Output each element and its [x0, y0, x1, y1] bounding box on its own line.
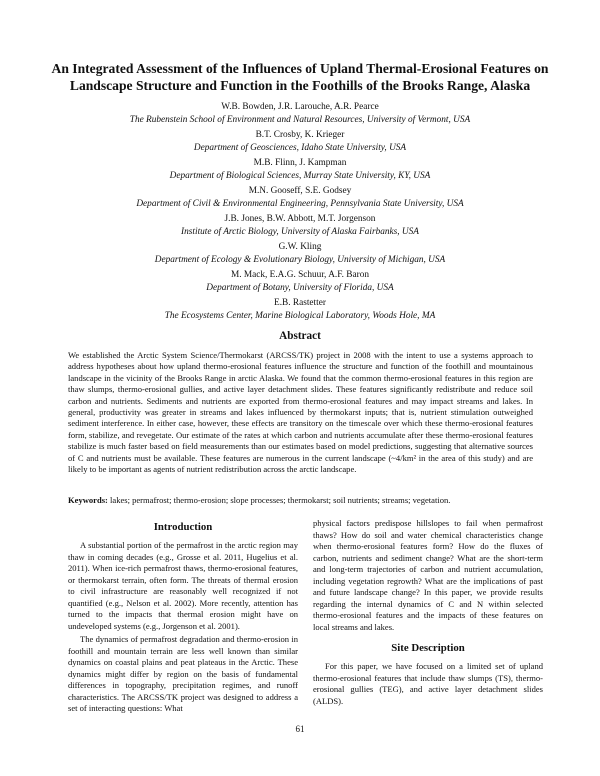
author-block — [60, 129, 540, 154]
site-description-paragraph: For this paper, we have focused on a limited set of upland thermo-erosional features that include thaw slumps (TS), thermo-erosional gullies (TEG), and active layer detachment slides (ALDS). — [313, 661, 543, 706]
abstract-heading: Abstract — [279, 330, 321, 342]
author-affiliation: The Ecosystems Center, Marine Biological Laboratory, Woods Hole, MA — [164, 310, 436, 321]
author-names: W.B. Bowden, J.R. Larouche, A.R. Pearce — [221, 102, 379, 112]
keywords-text: lakes; permafrost; thermo-erosion; slope processes; thermokarst; soil nutrients; streams; vegetation. — [107, 495, 451, 505]
introduction-continuation: physical factors predispose hillslopes to fail when permafrost thaws? How do soil and water chemical characteristics change when thermo-erosional features form? How do the fluxes of carbon, nutrients and sediment change? What are the short-term and long-term trajectories of carbon and nutrient accumulation, including vegetation regrowth? What are the implications of past and future landscape change? In this paper, we provide results regarding the internal dynamics of C and N within selected thermo-erosional features and the impacts of these features on local streams and lakes. — [313, 518, 543, 632]
title-line: An Integrated Assessment of the Influences of Upland Thermal-Erosional Features on — [51, 61, 549, 76]
author-names: M.N. Gooseff, S.E. Godsey — [248, 186, 352, 196]
title-line: Landscape Structure and Function in the Foothills of the Brooks Range, Alaska — [69, 78, 531, 93]
paper-title — [40, 60, 560, 94]
right-column — [313, 518, 543, 709]
author-affiliation: Department of Geosciences, Idaho State University, USA — [193, 142, 407, 153]
author-block — [60, 241, 540, 266]
author-block — [60, 157, 540, 182]
author-block — [60, 101, 540, 126]
author-affiliation: Department of Botany, University of Florida, USA — [206, 282, 394, 293]
abstract-text: We established the Arctic System Science/Thermokarst (ARCSS/TK) project in 2008 with the intent to use a systems approach to address hypotheses about how upland thermo-erosional features influence the structure and function of the foothill and mountainous landscape in the vicinity of the Brooks Range in arctic Alaska. We found that the common thermo-erosional features in this region are thaw slumps, thermo-erosional gullies, and active layer detachment slides. These features significantly redistribute and reduce soil carbon and nutrients. Sediments and nutrients are exported from thermo-erosional features and may impact streams and lakes. In general, productivity was greater in streams and lakes influenced by thermokarst inputs; that is, nutrient stimulation outweighed sediment interference. In either case, however, these effects are transitory on the timescale over which these thermo-erosional features form, stabilize, and revegetate. Our estimate of the rates at which carbon and nutrients accumulate after these thermo-erosional features stabilize is much faster based on field measurements than our estimates based on model predictions, suggesting that alternative sources of C and nutrients must be available. These features are numerous in the current landscape (~4/km² in the area of this study) and are likely to be important as agents of nutrient redistribution across the arctic landscape. — [68, 350, 533, 475]
keywords — [68, 495, 533, 506]
author-names: J.B. Jones, B.W. Abbott, M.T. Jorgenson — [224, 214, 376, 224]
author-affiliation: The Rubenstein School of Environment and Natural Resources, University of Vermont, USA — [129, 114, 471, 125]
introduction-heading: Introduction — [153, 521, 213, 533]
left-column — [68, 520, 298, 717]
author-names: M. Mack, E.A.G. Schuur, A.F. Baron — [230, 270, 370, 280]
author-names: G.W. Kling — [278, 242, 322, 252]
author-names: M.B. Flinn, J. Kampman — [253, 158, 347, 168]
introduction-paragraph: A substantial portion of the permafrost in the arctic region may thaw in coming decades (e.g., Grosse et al. 2011, Hugelius et al. 2011). When ice-rich permafrost thaws, thermo-erosional features, or thermokarst terrain, often form. The threats of thermal erosion to civil infrastructure are reasonably well recognized if not quantified (e.g., Nelson et al. 2002). More recently, attention has turned to the impacts that thermal erosion might have on undeveloped systems (e.g., Jorgenson et al. 2001). — [68, 540, 298, 631]
author-names: E.B. Rastetter — [274, 298, 326, 308]
author-affiliation: Institute of Arctic Biology, University of Alaska Fairbanks, USA — [181, 226, 419, 237]
author-block — [60, 269, 540, 294]
author-affiliation: Department of Biological Sciences, Murray State University, KY, USA — [169, 170, 431, 181]
site-description-heading: Site Description — [391, 642, 465, 654]
author-block — [60, 185, 540, 210]
page-number: 61 — [295, 724, 305, 734]
author-affiliation: Department of Ecology & Evolutionary Biology, University of Michigan, USA — [154, 254, 446, 265]
author-block — [60, 213, 540, 238]
keywords-label: Keywords: — [68, 495, 108, 505]
author-list — [60, 101, 540, 322]
author-names: B.T. Crosby, K. Krieger — [255, 130, 345, 140]
author-affiliation: Department of Civil & Environmental Engineering, Pennsylvania State University, USA — [136, 198, 464, 209]
author-block — [60, 297, 540, 322]
introduction-paragraph: The dynamics of permafrost degradation and thermo-erosion in foothill and mountain terrain are less well known than similar dynamics on coastal plains and peat plateaus in the Arctic. These dynamics might differ by region on the basis of fundamental differences in topography, precipitation regimes, and runoff characteristics. The ARCSS/TK project was designed to address a set of interacting questions: What — [68, 634, 298, 713]
